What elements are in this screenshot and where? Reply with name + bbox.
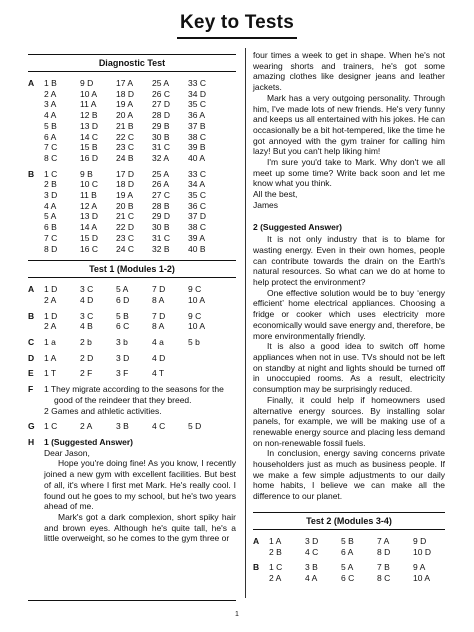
answer-row <box>44 142 218 153</box>
answer-cell: 6 A <box>44 131 57 142</box>
answer-cell: 3 D <box>116 352 130 363</box>
answer-cell: 4 C <box>305 546 319 557</box>
answer2-heading: 2 (Suggested Answer) <box>253 221 342 232</box>
answer-cell: 6 D <box>116 294 130 305</box>
answer-row <box>44 190 218 201</box>
answer-cell: 16 D <box>80 152 98 163</box>
answer-group <box>28 311 236 332</box>
answer-cell: 25 A <box>152 168 170 179</box>
answer-row <box>44 132 218 143</box>
letter-paragraph: Hope you're doing fine! As you know, I recently joined a new gym with excellent facilities. But best of all, it's where I first met Mark. He's really cool. I found out he goes to my school, but he's two years ahead of me. <box>44 458 236 512</box>
essay-paragraph: It is not only industry that is to blame for wasting energy. Even in their own homes, people can contribute towards the drain on the Earth's natural resources. So what can we do at home to help protect the environment? <box>253 234 445 288</box>
answer-cell: 4 A <box>44 200 57 211</box>
answer-cell: 13 D <box>80 120 98 131</box>
answer-cell: 24 C <box>116 243 134 254</box>
answer-cell: 33 C <box>188 168 206 179</box>
answer-row <box>44 153 218 164</box>
answer-cell: 35 C <box>188 190 206 201</box>
answer-cell: 23 C <box>116 232 134 243</box>
answer-cell <box>188 368 218 379</box>
answer-cell: 10 A <box>188 294 206 305</box>
answer-table <box>44 311 218 332</box>
answer-cell: 3 F <box>116 368 129 379</box>
answer-group <box>28 368 236 379</box>
answer-cell: 28 D <box>152 110 170 121</box>
answer-cell: 7 A <box>377 535 390 546</box>
answer-cell: 1 a <box>44 337 56 348</box>
answer-cell: 7 D <box>152 284 166 295</box>
answer-cell: 1 C <box>44 421 58 432</box>
answer-group <box>253 536 445 557</box>
answer-cell: 8 C <box>44 152 58 163</box>
section-letter: B <box>253 562 260 573</box>
letter-text-right <box>253 50 445 211</box>
answer-cell: 21 C <box>116 211 134 222</box>
section-letter: B <box>28 168 35 179</box>
essay-paragraph: In conclusion, energy saving concerns private householders just as much as business people. If we make a few simple adjustments to our daily home habits, I believe we can make all the difference to our planet. <box>253 448 445 502</box>
answer-cell: 3 C <box>80 284 94 295</box>
answer-cell: 10 C <box>80 179 98 190</box>
answer-cell: 19 A <box>116 99 134 110</box>
answer-cell: 2 B <box>269 546 282 557</box>
answer-row <box>44 353 218 364</box>
answer-cell: 32 B <box>152 243 170 254</box>
answer-row <box>44 311 218 322</box>
answer-cell: 5 A <box>116 284 129 295</box>
answer-cell: 11 A <box>80 99 97 110</box>
section-letter: H <box>28 436 35 447</box>
answer-cell: 3 B <box>305 562 318 573</box>
answer-row <box>269 536 443 547</box>
answer-row <box>44 99 218 110</box>
answer-cell: 8 D <box>377 546 391 557</box>
answer-cell: 1 B <box>44 78 57 88</box>
answer-table <box>44 284 218 305</box>
answer-row <box>44 337 218 348</box>
answer-cell: 7 B <box>377 562 390 573</box>
answer-cell: 4 A <box>44 110 57 121</box>
answer-cell: 12 A <box>80 200 98 211</box>
answer-table <box>44 78 218 164</box>
answer-cell: 4 D <box>152 352 166 363</box>
answer-table <box>44 368 218 379</box>
section-letter: C <box>28 337 35 348</box>
test2-answers <box>253 536 445 584</box>
answer-cell: 14 C <box>80 131 98 142</box>
answer-cell: 28 B <box>152 200 170 211</box>
answer-cell: 27 C <box>152 190 170 201</box>
answer-cell: 6 A <box>341 546 354 557</box>
answer-cell: 2 B <box>44 179 57 190</box>
answer-group <box>253 562 445 583</box>
answer-cell: 33 C <box>188 78 206 88</box>
answer-cell: 34 D <box>188 88 206 99</box>
answer-table <box>44 337 218 348</box>
answer-cell: 2 A <box>44 88 57 99</box>
answer-cell: 40 A <box>188 152 206 163</box>
f-item-2: 2 Games and athletic activities. <box>44 405 162 416</box>
letter-paragraph: I'm sure you'd take to Mark. Why don't we all meet up some time? Write back soon and let me know what you think. <box>253 157 445 189</box>
answer-cell: 10 A <box>80 88 98 99</box>
answer-cell: 1 T <box>44 368 57 379</box>
answer-cell: 4 T <box>152 368 165 379</box>
answer-cell: 5 B <box>44 120 57 131</box>
essay-text <box>253 234 445 502</box>
answer-cell: 10 A <box>188 321 206 332</box>
answer-cell: 8 C <box>377 572 391 583</box>
answer-cell: 14 A <box>80 222 98 233</box>
answer-cell: 30 B <box>152 131 170 142</box>
letter-greeting: Dear Jason, <box>44 447 90 458</box>
answer-cell: 36 C <box>188 200 206 211</box>
answer-cell: 8 D <box>44 243 58 254</box>
answer-cell: 27 D <box>152 99 170 110</box>
answer-row <box>44 201 218 212</box>
answer-cell: 18 D <box>116 88 134 99</box>
answer-row <box>269 573 443 584</box>
test1-heading: Test 1 (Modules 1-2) <box>28 260 236 278</box>
answer-cell <box>188 353 218 364</box>
answer-cell: 31 C <box>152 142 170 153</box>
answer-cell: 2 A <box>80 421 93 432</box>
answer-cell: 31 C <box>152 232 170 243</box>
answer-cell: 7 C <box>44 232 58 243</box>
answer-cell: 20 B <box>116 200 134 211</box>
answer-cell: 17 A <box>116 78 134 88</box>
test1-section-f <box>28 384 236 416</box>
answer-cell: 23 C <box>116 142 134 153</box>
test2-heading: Test 2 (Modules 3-4) <box>253 512 445 530</box>
answer-cell: 29 D <box>152 211 170 222</box>
answer-cell: 10 D <box>413 546 431 557</box>
section-letter: D <box>28 352 35 363</box>
test1-section-g <box>28 421 236 432</box>
answer-cell: 37 D <box>188 211 206 222</box>
answer-cell: 29 B <box>152 120 170 131</box>
answer-cell: 3 D <box>44 190 58 201</box>
answer-row <box>44 110 218 121</box>
answer-cell: 16 C <box>80 243 98 254</box>
answer-table <box>44 169 218 255</box>
answer-cell: 6 B <box>44 222 57 233</box>
letter-signoff: All the best, <box>253 189 298 200</box>
answer-cell: 26 C <box>152 88 170 99</box>
section-letter: A <box>28 78 35 88</box>
answer-cell: 38 C <box>188 131 206 142</box>
g-answers <box>44 421 218 432</box>
answer-row <box>44 368 218 379</box>
answer-cell: 5 A <box>341 562 354 573</box>
answer-cell: 4 a <box>152 337 164 348</box>
answer-cell: 2 b <box>80 337 92 348</box>
answer-cell: 2 A <box>269 572 282 583</box>
answer-row <box>44 89 218 100</box>
answer-row <box>44 233 218 244</box>
essay-paragraph: One effective solution would be to buy ‘energy efficient’ home electrical appliances. Choosing a fridge or cooker which uses electricity more economically would save energy and, therefore, be more environmentally friendly. <box>253 287 445 341</box>
answer-cell: 37 B <box>188 120 206 131</box>
answer-row <box>269 547 443 558</box>
page-title: Key to Tests <box>180 12 294 33</box>
answer-group <box>28 337 236 348</box>
answer-cell: 20 A <box>116 110 134 121</box>
diagnostic-answers <box>28 78 236 254</box>
section-letter: E <box>28 368 34 379</box>
answer-group <box>28 169 236 255</box>
answer-cell: 5 D <box>188 421 202 432</box>
answer-row <box>44 222 218 233</box>
answer-cell: 2 A <box>44 321 57 332</box>
answer-cell: 4 C <box>152 421 166 432</box>
answer-cell: 32 A <box>152 152 170 163</box>
answer-cell: 9 D <box>413 535 427 546</box>
test1-answers <box>28 284 236 379</box>
answer-cell: 11 B <box>80 190 97 201</box>
section-letter: F <box>28 384 34 395</box>
answer-row <box>44 78 218 89</box>
f-item-1: 1 They migrate according to the seasons for the good of the reindeer that they breed. <box>44 384 224 405</box>
answer-cell: 24 B <box>116 152 134 163</box>
answer-row <box>44 169 218 180</box>
letter-paragraph: Mark has a very outgoing personality. Through him, I've made lots of new friends. He's very funny and keeps us all entertained with his jokes. He can occasionally be a bit hot-tempered, like the time he got annoyed with the gym trainer for calling him lazy! But you can't help liking him! <box>253 92 445 157</box>
answer-cell: 30 B <box>152 222 170 233</box>
answer-row <box>44 121 218 132</box>
answer-cell: 36 A <box>188 110 206 121</box>
answer-cell: 8 A <box>152 321 165 332</box>
answer-cell: 5 B <box>116 310 129 321</box>
letter-text-left <box>28 448 236 544</box>
answer-cell: 17 D <box>116 168 134 179</box>
answer-group <box>28 284 236 305</box>
answer-cell: 15 D <box>80 232 98 243</box>
answer-cell: 22 D <box>116 222 134 233</box>
answer-cell: 10 A <box>413 572 431 583</box>
answer-cell: 1 A <box>269 535 282 546</box>
answer-cell: 38 C <box>188 222 206 233</box>
answer-cell: 9 B <box>80 168 93 179</box>
answer-row <box>44 321 218 332</box>
answer-cell: 4 B <box>80 321 93 332</box>
answer-cell: 8 A <box>152 294 165 305</box>
answer-cell: 13 D <box>80 211 98 222</box>
answer-cell: 39 B <box>188 142 206 153</box>
answer-cell: 18 D <box>116 179 134 190</box>
answer-cell: 3 C <box>80 310 94 321</box>
section-letter: A <box>253 535 260 546</box>
answer-cell: 9 C <box>188 310 202 321</box>
answer-cell: 6 C <box>116 321 130 332</box>
section-letter: G <box>28 421 35 432</box>
answer-cell: 9 D <box>80 78 94 88</box>
answer-row <box>44 179 218 190</box>
answer-cell: 1 C <box>269 562 283 573</box>
page-number: 1 <box>235 611 239 618</box>
answer-cell: 4 A <box>305 572 318 583</box>
answer-cell: 2 F <box>80 368 93 379</box>
test1-section-h <box>28 437 236 448</box>
answer-group <box>28 353 236 364</box>
answer-cell: 12 B <box>80 110 98 121</box>
answer-cell: 3 D <box>305 535 319 546</box>
answer-cell: 21 B <box>116 120 134 131</box>
answer-cell: 6 C <box>341 572 355 583</box>
answer-row <box>44 211 218 222</box>
letter-signature: James <box>253 199 279 210</box>
answer-row <box>44 284 218 295</box>
answer-cell: 1 D <box>44 284 58 295</box>
answer-cell: 1 D <box>44 310 58 321</box>
essay-paragraph: Finally, it could help if homeowners used alternative energy sources. By installing solar panels, for example, we will be making use of a renewable energy source and placing less demand on non-renewable fossil fuels. <box>253 394 445 448</box>
section-letter: A <box>28 284 35 295</box>
answer-cell: 4 D <box>80 294 94 305</box>
essay-paragraph: It is also a good idea to switch off home appliances when not in use. TVs should not be left on standby at night and lights should be turned off in unoccupied rooms. As a result, electricity consumption may be surprisingly reduced. <box>253 341 445 395</box>
answer-group <box>28 78 236 164</box>
answer-cell: 1 C <box>44 168 58 179</box>
answer-cell: 35 C <box>188 99 206 110</box>
answer-cell: 2 A <box>44 294 57 305</box>
answer-cell: 3 B <box>116 421 129 432</box>
diagnostic-test-heading: Diagnostic Test <box>28 54 236 72</box>
answer-cell: 22 C <box>116 131 134 142</box>
letter-paragraph: four times a week to get in shape. When he's not wearing shorts and trainers, he's got some amazing clothes like designer jeans and leather jackets. <box>253 50 445 93</box>
left-bottom-rule <box>28 600 236 601</box>
answer-row <box>44 295 218 306</box>
right-column <box>253 50 445 589</box>
answer-cell: 5 b <box>188 337 200 348</box>
answer-cell: 3 A <box>44 99 57 110</box>
answer-table <box>269 562 443 583</box>
answer-cell: 7 D <box>152 310 166 321</box>
answer-cell: 39 A <box>188 232 206 243</box>
answer-cell: 34 A <box>188 179 206 190</box>
h-heading: 1 (Suggested Answer) <box>44 436 133 447</box>
answer-cell: 1 A <box>44 352 57 363</box>
left-column <box>28 54 236 544</box>
title-underline <box>177 37 297 39</box>
answer-table <box>269 536 443 557</box>
answer-row <box>269 562 443 573</box>
letter-paragraph: Mark's got a dark complexion, short spiky hair and brown eyes. Although he's quite tall, he's a little overweight, so he comes to the gym three or <box>44 511 236 544</box>
answer-cell: 7 C <box>44 142 58 153</box>
answer-cell: 5 A <box>44 211 57 222</box>
section-letter: B <box>28 310 35 321</box>
answer-row <box>44 244 218 255</box>
answer-table <box>44 353 218 364</box>
answer-cell: 2 D <box>80 352 94 363</box>
answer-cell: 25 A <box>152 78 170 88</box>
answer-cell: 5 B <box>341 535 354 546</box>
answer-cell: 9 C <box>188 284 202 295</box>
answer-cell: 40 B <box>188 243 206 254</box>
column-divider <box>245 48 246 598</box>
answer-cell: 15 B <box>80 142 98 153</box>
answer-cell: 3 b <box>116 337 128 348</box>
answer-cell: 19 A <box>116 190 134 201</box>
answer-cell: 9 A <box>413 562 426 573</box>
answer-cell: 26 A <box>152 179 170 190</box>
